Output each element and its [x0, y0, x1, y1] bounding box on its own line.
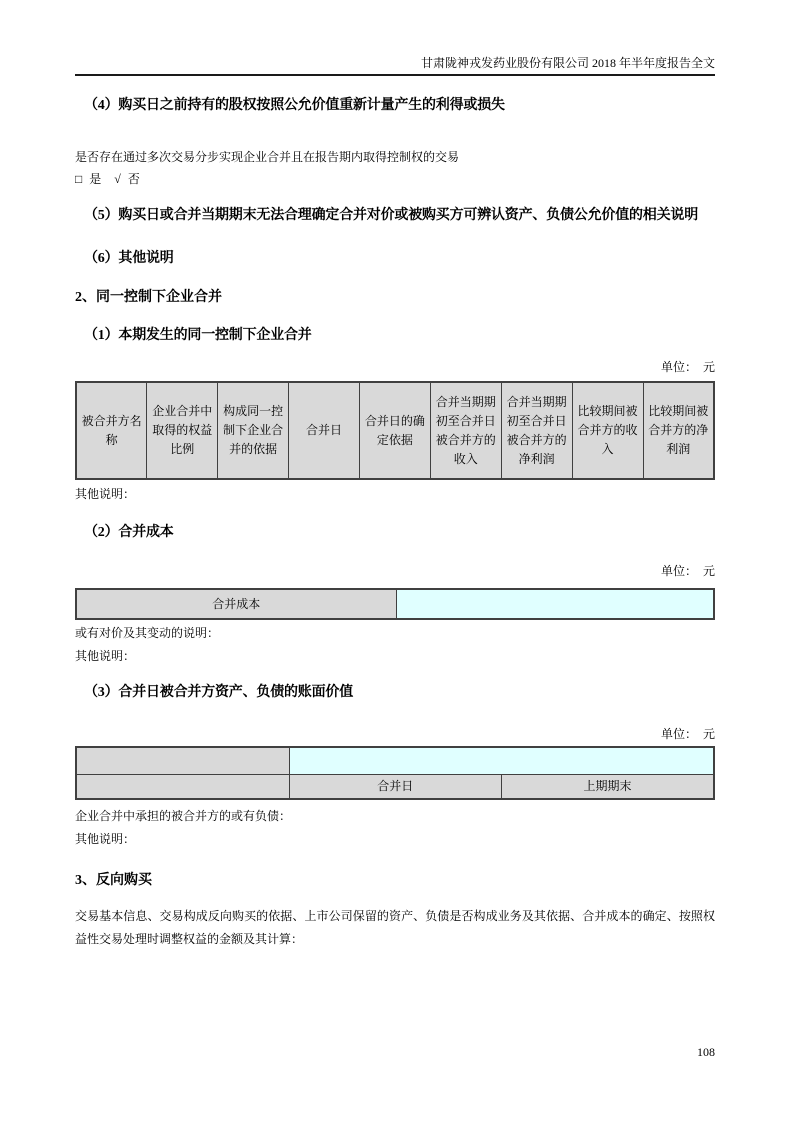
section-5-heading: （5）购买日或合并当期期末无法合理确定合并对价或被购买方可辨认资产、负债公允价值的相关说明 — [84, 208, 698, 223]
col-merged-party-name: 被合并方名称 — [76, 382, 147, 479]
section-6-heading: （6）其他说明 — [84, 251, 174, 266]
section-2-heading: 2、同一控制下企业合并 — [75, 290, 222, 305]
same-control-merger-table — [75, 381, 715, 480]
section-2-3-heading: （3）合并日被合并方资产、负债的账面价值 — [84, 685, 353, 700]
contingent-consideration-note: 或有对价及其变动的说明： — [75, 626, 220, 640]
contingent-liability-note: 企业合并中承担的被合并方的或有负债： — [75, 809, 292, 823]
table-row — [76, 589, 714, 619]
section-2-2-heading: （2）合并成本 — [84, 525, 174, 540]
col-merger-date-basis: 合并日的确定依据 — [360, 382, 431, 479]
col-equity-ratio: 企业合并中取得的权益比例 — [147, 382, 218, 479]
step-acquisition-options — [75, 171, 715, 187]
checkbox-unchecked-icon: □ — [75, 172, 83, 186]
option-yes-label: 是 — [89, 172, 102, 186]
unit-label: 单位： 元 — [660, 727, 715, 741]
col-comparative-net-profit: 比较期间被合并方的净利润 — [643, 382, 714, 479]
unit-label: 单位： 元 — [660, 360, 715, 374]
checkmark-icon: √ — [114, 172, 121, 186]
merger-cost-value-cell — [396, 589, 714, 619]
other-note-2: 其他说明： — [75, 649, 136, 663]
item-header-cell — [76, 747, 289, 774]
section-3-heading: 3、反向购买 — [75, 873, 152, 888]
unit-label: 单位： 元 — [660, 564, 715, 578]
col-prior-period-end: 上期期末 — [502, 774, 715, 799]
col-net-profit-to-merger-date: 合并当期期初至合并日被合并方的净利润 — [501, 382, 572, 479]
section-4-heading: （4）购买日之前持有的股权按照公允价值重新计量产生的利得或损失 — [84, 98, 505, 113]
section-2-1-heading: （1）本期发生的同一控制下企业合并 — [84, 328, 312, 343]
document-title: 甘肃陇神戎发药业股份有限公司 2018 年半年度报告全文 — [420, 56, 715, 70]
col-merger-date: 合并日 — [289, 382, 360, 479]
col-income-to-merger-date: 合并当期期初至合并日被合并方的收入 — [430, 382, 501, 479]
table-row — [76, 747, 714, 774]
col-same-control-basis: 构成同一控制下企业合并的依据 — [218, 382, 289, 479]
reverse-purchase-paragraph: 交易基本信息、交易构成反向购买的依据、上市公司保留的资产、负债是否构成业务及其依据、合并成本的确定、按照权益性交易处理时调整权益的金额及其计算： — [75, 909, 715, 946]
other-note-3: 其他说明： — [75, 832, 136, 846]
other-note-1: 其他说明： — [75, 487, 136, 501]
merger-cost-table — [75, 588, 715, 620]
book-value-table — [75, 746, 715, 800]
option-no-label: 否 — [127, 172, 140, 186]
col-merger-date: 合并日 — [289, 774, 502, 799]
table-header-row — [76, 382, 714, 479]
table-header-row — [76, 774, 714, 799]
empty-header-cell — [76, 774, 289, 799]
page-number: 108 — [697, 1045, 715, 1059]
page-header — [75, 0, 715, 76]
col-comparative-income: 比较期间被合并方的收入 — [572, 382, 643, 479]
merger-cost-label-cell: 合并成本 — [76, 589, 396, 619]
step-acquisition-question: 是否存在通过多次交易分步实现企业合并且在报告期内取得控制权的交易 — [75, 150, 460, 164]
item-value-cell — [289, 747, 714, 774]
